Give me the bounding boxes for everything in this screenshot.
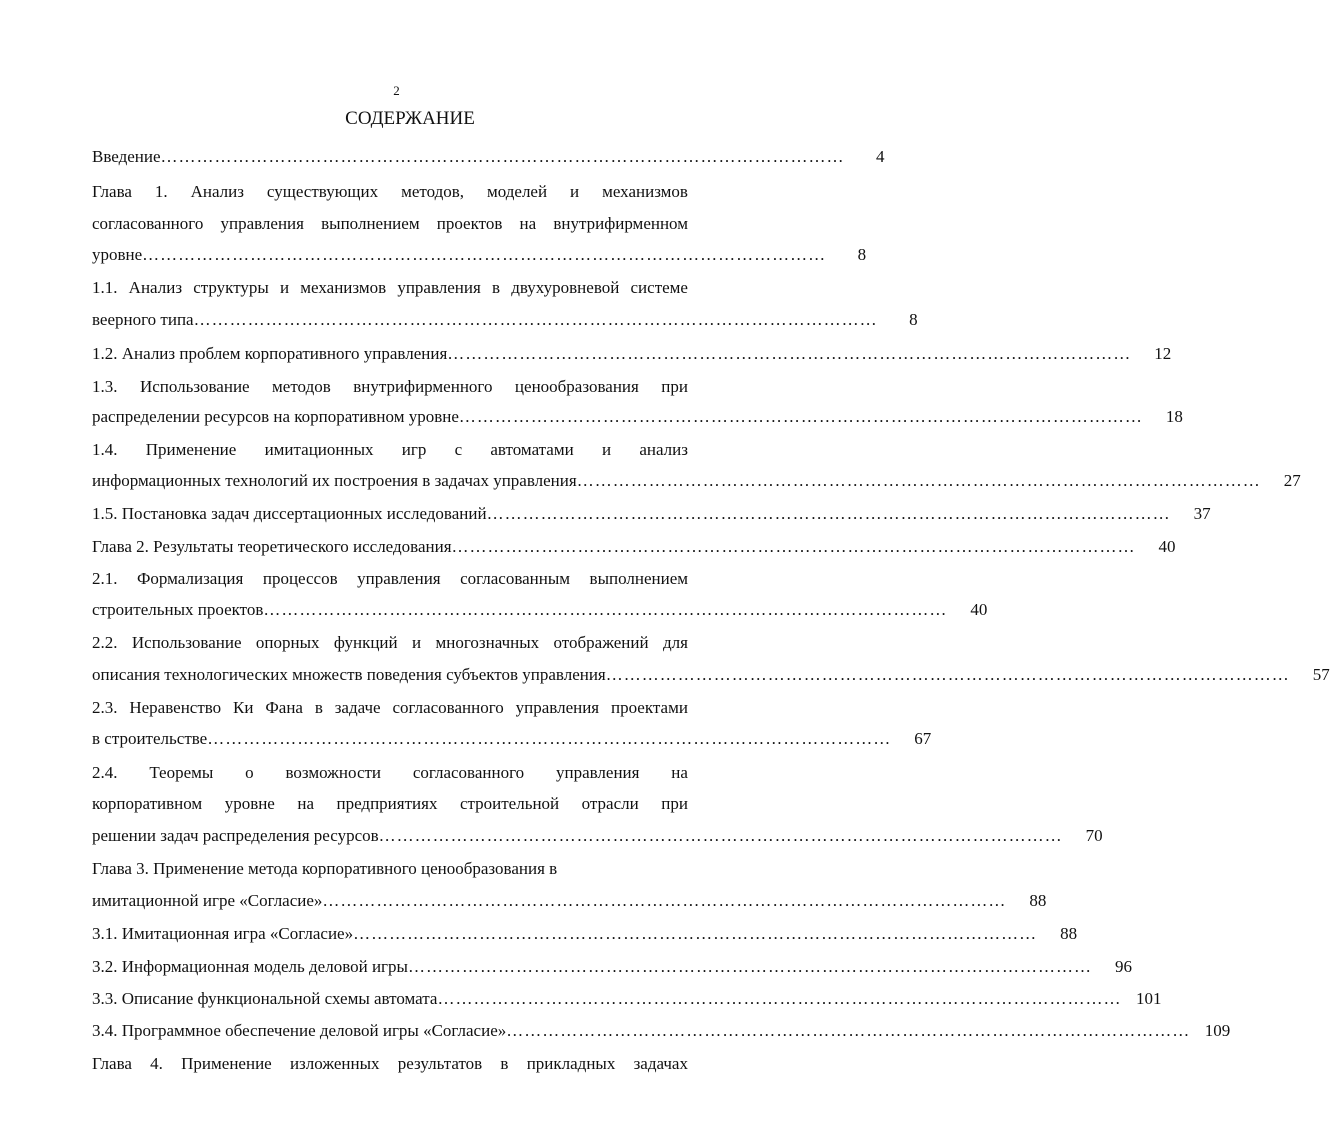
toc-word: задачах <box>633 1054 688 1073</box>
toc-word: Использование <box>139 377 250 396</box>
toc-word: выполнением <box>321 214 420 233</box>
toc-line <box>92 213 688 235</box>
toc-word: методов <box>272 377 331 396</box>
toc-word: при <box>661 794 688 813</box>
toc-entry-page: 12 <box>1154 344 1172 363</box>
toc-word: механизмов <box>602 182 688 201</box>
toc-word: на <box>297 794 315 813</box>
toc-word: изложенных <box>289 1054 380 1073</box>
toc-word: функций <box>333 633 398 652</box>
toc-line: Глава 3. Применение метода корпоративного ценообразования в <box>92 859 558 878</box>
toc-word: в <box>500 1054 509 1073</box>
toc-entry-text: решении задач распределения ресурсов <box>92 826 379 845</box>
toc-word: 1.3. <box>92 377 118 396</box>
toc-entry-1-2: 1.2. Анализ проблем корпоративного управления …………………………………………………………………………………………………… 12 <box>92 343 720 365</box>
toc-word: имитационных <box>264 440 374 459</box>
toc-word: и <box>601 440 612 459</box>
toc-word: управления <box>397 278 481 297</box>
toc-entry-page: 109 <box>1204 1021 1231 1040</box>
toc-word: предприятиях <box>336 794 438 813</box>
toc-entry-1-4: информационных технологий их построения в задачах управления …………………………………………………………………………………………………… 27 <box>92 470 720 492</box>
toc-entry-page: 88 <box>1060 924 1078 943</box>
toc-entry-page: 40 <box>970 600 988 619</box>
toc-word: многозначных <box>435 633 540 652</box>
toc-word: прикладных <box>526 1054 616 1073</box>
toc-word: о <box>245 763 254 782</box>
toc-word: Анализ <box>128 278 183 297</box>
toc-word: и <box>412 633 422 652</box>
toc-word: согласованного <box>392 698 504 717</box>
toc-word: существующих <box>266 182 379 201</box>
toc-word: Фана <box>265 698 303 717</box>
toc-word: управления <box>220 214 304 233</box>
toc-entry-chapter-1: уровне …………………………………………………………………………………………………… 8 <box>92 244 720 266</box>
toc-word: уровне <box>224 794 275 813</box>
toc-word: при <box>661 377 688 396</box>
toc-word: результатов <box>397 1054 483 1073</box>
toc-entry-text: информационных технологий их построения в задачах управления <box>92 471 577 490</box>
toc-line <box>92 277 688 299</box>
toc-word: процессов <box>262 569 338 588</box>
toc-word: отображений <box>553 633 649 652</box>
toc-entry-text: Глава 2. Результаты теоретического исследования <box>92 537 452 556</box>
toc-entry-text: имитационной игре «Согласие» <box>92 891 323 910</box>
toc-word: Глава <box>92 182 132 201</box>
toc-entry-1-1: веерного типа …………………………………………………………………………………………………… 8 <box>92 309 720 331</box>
toc-word: проектов <box>436 214 503 233</box>
toc-word: ценообразования <box>514 377 639 396</box>
toc-entry-page: 57 <box>1312 665 1330 684</box>
toc-word: задаче <box>334 698 381 717</box>
toc-entry-2-3: в строительстве …………………………………………………………………………………………………… 67 <box>92 728 720 750</box>
toc-line <box>92 632 688 654</box>
toc-entry-text: 1.2. Анализ проблем корпоративного управления <box>92 344 448 363</box>
toc-word: в <box>314 698 323 717</box>
toc-entry-text: 1.5. Постановка задач диссертационных исследований <box>92 504 487 523</box>
toc-line <box>92 568 688 590</box>
toc-entry-page: 37 <box>1193 504 1211 523</box>
toc-entry-2-1: строительных проектов …………………………………………………………………………………………………… 40 <box>92 599 720 621</box>
toc-entry-page: 8 <box>909 310 918 329</box>
toc-line <box>92 439 688 461</box>
toc-word: строительной <box>459 794 560 813</box>
toc-word: выполнением <box>589 569 688 588</box>
toc-word: внутрифирменного <box>353 377 493 396</box>
toc-entry-page: 40 <box>1158 537 1176 556</box>
toc-word: 1.1. <box>92 278 118 297</box>
toc-word: согласованного <box>412 763 525 782</box>
toc-entry-page: 67 <box>914 729 932 748</box>
toc-word: 4. <box>150 1054 163 1073</box>
toc-word: 2.3. <box>92 698 118 717</box>
toc-word: Теоремы <box>149 763 214 782</box>
toc-entry-3-1: 3.1. Имитационная игра «Согласие» …………………………………………………………………………………………………… 88 <box>92 923 720 945</box>
toc-entry-introduction: Введение …………………………………………………………………………………………………… 4 <box>92 146 720 168</box>
toc-title: СОДЕРЖАНИЕ <box>345 108 475 129</box>
toc-word: опорных <box>255 633 320 652</box>
toc-line <box>92 376 688 398</box>
toc-entry-text: 3.4. Программное обеспечение деловой игры «Согласие» <box>92 1021 507 1040</box>
toc-word: двухуровневой <box>511 278 620 297</box>
toc-word: проектами <box>611 698 688 717</box>
toc-entry-page: 4 <box>876 147 885 166</box>
toc-entry-chapter-3: имитационной игре «Согласие» …………………………………………………………………………………………………… 88 <box>92 890 720 912</box>
toc-word: в <box>492 278 501 297</box>
toc-entry-1-5: 1.5. Постановка задач диссертационных исследований …………………………………………………………………………………………………… 37 <box>92 503 720 525</box>
toc-entry-page: 88 <box>1029 891 1047 910</box>
toc-line <box>92 1053 688 1075</box>
toc-line <box>92 697 688 719</box>
toc-word: 2.2. <box>92 633 118 652</box>
toc-word: системе <box>630 278 688 297</box>
toc-word: Ки <box>233 698 254 717</box>
toc-entry-page: 101 <box>1135 989 1162 1008</box>
toc-entry-page: 70 <box>1085 826 1103 845</box>
toc-word: корпоративном <box>92 794 203 813</box>
toc-word: внутрифирменном <box>553 214 688 233</box>
toc-word: методов, <box>401 182 465 201</box>
toc-entry-2-4: решении задач распределения ресурсов …………………………………………………………………………………………………… 70 <box>92 825 720 847</box>
toc-entry-1-3: распределении ресурсов на корпоративном уровне …………………………………………………………………………………………………… 18 <box>92 406 720 428</box>
toc-word: Неравенство <box>129 698 222 717</box>
toc-word: согласованным <box>460 569 571 588</box>
toc-entry-page: 96 <box>1114 957 1132 976</box>
toc-entry-text: распределении ресурсов на корпоративном уровне <box>92 407 459 426</box>
toc-word: и <box>570 182 580 201</box>
toc-word: отрасли <box>581 794 639 813</box>
toc-entry-page: 18 <box>1165 407 1183 426</box>
toc-word: управления <box>515 698 600 717</box>
toc-word: с <box>454 440 463 459</box>
toc-line <box>92 793 688 815</box>
toc-entry-chapter-2: Глава 2. Результаты теоретического исследования …………………………………………………………………………………………………… 40 <box>92 536 720 558</box>
toc-line <box>92 181 688 203</box>
toc-word: игр <box>401 440 427 459</box>
toc-word: Применение <box>145 440 237 459</box>
toc-word: Анализ <box>190 182 244 201</box>
toc-word: автоматами <box>490 440 574 459</box>
toc-entry-page: 27 <box>1283 471 1301 490</box>
toc-entry-2-2: описания технологических множеств поведения субъектов управления …………………………………………………………………………………………………… 57 <box>92 664 720 686</box>
toc-entry-text: 3.3. Описание функциональной схемы автомата <box>92 989 438 1008</box>
toc-word: на <box>519 214 537 233</box>
toc-entry-text: 3.2. Информационная модель деловой игры <box>92 957 408 976</box>
toc-word: 2.4. <box>92 763 118 782</box>
toc-entry-3-4: 3.4. Программное обеспечение деловой игры «Согласие» …………………………………………………………………………………………………… 109 <box>92 1020 720 1042</box>
toc-entry-text: в строительстве <box>92 729 208 748</box>
toc-entry-3-2: 3.2. Информационная модель деловой игры …………………………………………………………………………………………………… 96 <box>92 956 720 978</box>
toc-word: для <box>662 633 688 652</box>
toc-word: Формализация <box>136 569 244 588</box>
toc-word: механизмов <box>300 278 387 297</box>
toc-word: 1.4. <box>92 440 118 459</box>
toc-word: Использование <box>131 633 242 652</box>
toc-word: Применение <box>181 1054 272 1073</box>
toc-word: и <box>280 278 290 297</box>
toc-word: структуры <box>193 278 269 297</box>
toc-word: 1. <box>154 182 168 201</box>
toc-entry-text: 3.1. Имитационная игра «Согласие» <box>92 924 354 943</box>
toc-word: 2.1. <box>92 569 118 588</box>
toc-word: управления <box>357 569 441 588</box>
toc-entry-text: строительных проектов <box>92 600 264 619</box>
toc-word: моделей <box>486 182 548 201</box>
toc-entry-text: уровне <box>92 245 143 264</box>
toc-word: согласованного <box>92 214 204 233</box>
toc-word: на <box>671 763 688 782</box>
page-number: 2 <box>393 83 400 98</box>
toc-entry-text: описания технологических множеств поведения субъектов управления <box>92 665 606 684</box>
toc-line <box>92 762 688 784</box>
toc-entry-text: Введение <box>92 147 161 166</box>
toc-word: Глава <box>92 1054 132 1073</box>
toc-word: управления <box>555 763 640 782</box>
toc-entry-3-3: 3.3. Описание функциональной схемы автомата …………………………………………………………………………………………………… 101 <box>92 988 720 1010</box>
toc-word: возможности <box>285 763 382 782</box>
toc-entry-text: веерного типа <box>92 310 194 329</box>
toc-entry-page: 8 <box>857 245 867 264</box>
toc-word: анализ <box>639 440 688 459</box>
